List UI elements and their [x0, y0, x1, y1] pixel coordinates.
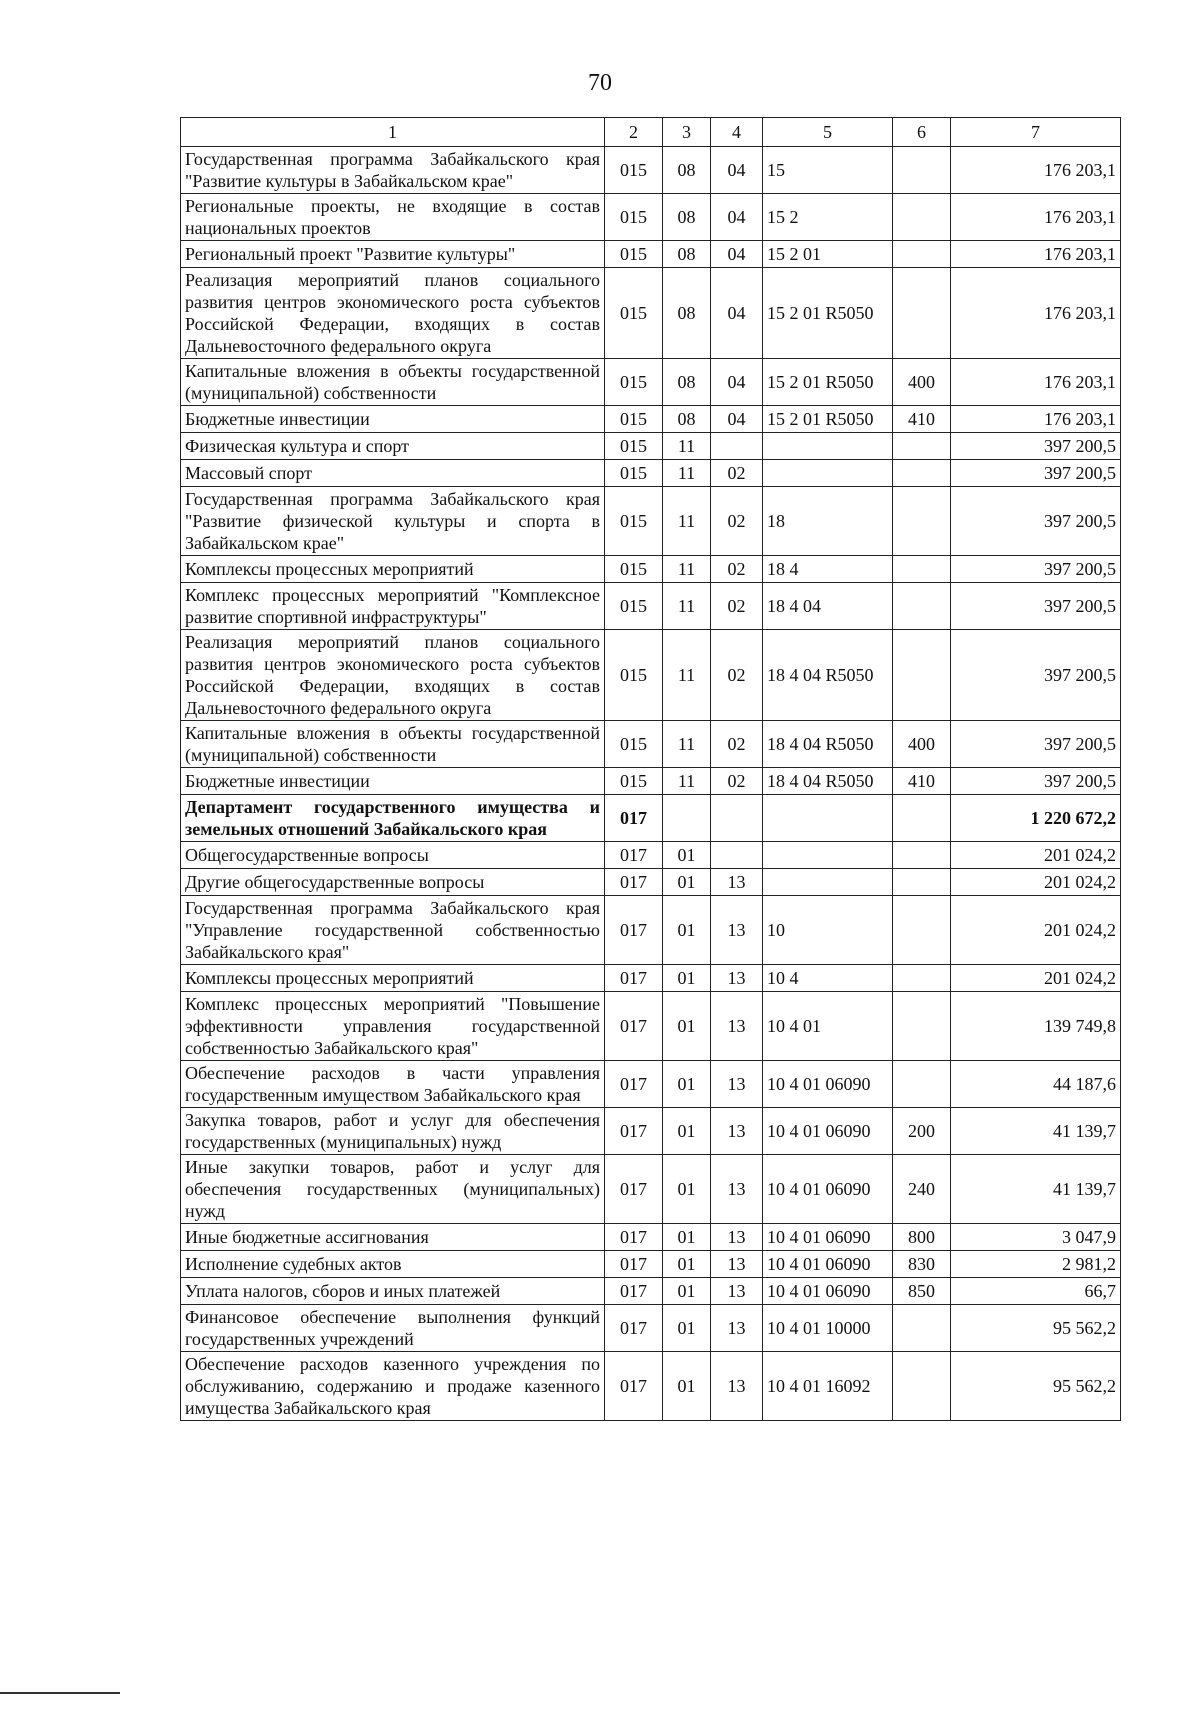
subsection-code-cell: 02 [711, 460, 763, 487]
subsection-code-cell: 04 [711, 359, 763, 406]
section-code-cell: 01 [663, 869, 711, 896]
section-code-cell: 08 [663, 241, 711, 268]
section-code-cell: 08 [663, 268, 711, 359]
subsection-code-cell [711, 842, 763, 869]
amount-cell: 3 047,9 [951, 1224, 1121, 1251]
row-name-cell: Государственная программа Забайкальского края "Развитие физической культуры и спорта в Забайкальском крае" [181, 487, 605, 556]
section-code-cell: 01 [663, 1251, 711, 1278]
amount-cell: 201 024,2 [951, 965, 1121, 992]
expense-type-cell [893, 147, 951, 194]
admin-code-cell: 015 [605, 487, 663, 556]
scan-edge-mark [0, 1692, 120, 1694]
table-row [181, 359, 1121, 406]
target-article-cell: 10 4 01 06090 [763, 1251, 893, 1278]
target-article-cell: 10 4 01 06090 [763, 1108, 893, 1155]
subsection-code-cell: 02 [711, 556, 763, 583]
target-article-cell [763, 842, 893, 869]
admin-code-cell: 017 [605, 869, 663, 896]
section-code-cell: 01 [663, 1278, 711, 1305]
section-code-cell: 01 [663, 1155, 711, 1224]
target-article-cell: 15 2 01 [763, 241, 893, 268]
amount-cell: 176 203,1 [951, 194, 1121, 241]
section-code-cell: 11 [663, 768, 711, 795]
table-row [181, 1251, 1121, 1278]
section-code-cell: 11 [663, 433, 711, 460]
subsection-code-cell: 13 [711, 1108, 763, 1155]
table-row [181, 487, 1121, 556]
admin-code-cell: 015 [605, 194, 663, 241]
section-code-cell: 08 [663, 406, 711, 433]
expense-type-cell [893, 1305, 951, 1352]
table-row [181, 768, 1121, 795]
subsection-code-cell: 13 [711, 896, 763, 965]
table-body [181, 147, 1121, 1421]
section-code-cell: 01 [663, 1108, 711, 1155]
admin-code-cell: 017 [605, 1155, 663, 1224]
section-code-cell: 11 [663, 460, 711, 487]
expense-type-cell [893, 965, 951, 992]
subsection-code-cell: 02 [711, 630, 763, 721]
column-header: 6 [893, 118, 951, 147]
expense-type-cell [893, 1061, 951, 1108]
admin-code-cell: 015 [605, 406, 663, 433]
expense-type-cell: 410 [893, 406, 951, 433]
expense-type-cell [893, 241, 951, 268]
subsection-code-cell [711, 433, 763, 460]
row-name-cell: Иные бюджетные ассигнования [181, 1224, 605, 1251]
expense-type-cell: 400 [893, 721, 951, 768]
admin-code-cell: 017 [605, 795, 663, 842]
section-code-cell: 01 [663, 1061, 711, 1108]
table-row [181, 869, 1121, 896]
subsection-code-cell: 13 [711, 1061, 763, 1108]
expense-type-cell [893, 556, 951, 583]
table-row [181, 583, 1121, 630]
amount-cell: 397 200,5 [951, 433, 1121, 460]
table-row [181, 1108, 1121, 1155]
subsection-code-cell [711, 795, 763, 842]
target-article-cell: 18 [763, 487, 893, 556]
admin-code-cell: 017 [605, 992, 663, 1061]
amount-cell: 95 562,2 [951, 1352, 1121, 1421]
row-name-cell: Региональные проекты, не входящие в состав национальных проектов [181, 194, 605, 241]
admin-code-cell: 017 [605, 896, 663, 965]
expense-type-cell [893, 842, 951, 869]
amount-cell: 176 203,1 [951, 268, 1121, 359]
expense-type-cell [893, 630, 951, 721]
target-article-cell: 18 4 04 R5050 [763, 721, 893, 768]
target-article-cell: 10 4 01 06090 [763, 1278, 893, 1305]
row-name-cell: Обеспечение расходов казенного учреждения по обслуживанию, содержанию и продаже казенного имущества Забайкальского края [181, 1352, 605, 1421]
expense-type-cell [893, 194, 951, 241]
subsection-code-cell: 02 [711, 487, 763, 556]
admin-code-cell: 015 [605, 268, 663, 359]
target-article-cell: 18 4 04 R5050 [763, 768, 893, 795]
expense-type-cell [893, 487, 951, 556]
expense-type-cell [893, 1352, 951, 1421]
admin-code-cell: 017 [605, 965, 663, 992]
expense-type-cell [893, 268, 951, 359]
admin-code-cell: 017 [605, 1352, 663, 1421]
row-name-cell: Региональный проект "Развитие культуры" [181, 241, 605, 268]
table-row [181, 194, 1121, 241]
target-article-cell: 10 4 [763, 965, 893, 992]
expense-type-cell [893, 795, 951, 842]
amount-cell: 176 203,1 [951, 147, 1121, 194]
subsection-code-cell: 13 [711, 1155, 763, 1224]
table-header-row [181, 118, 1121, 147]
table-row [181, 965, 1121, 992]
table-row [181, 241, 1121, 268]
section-code-cell: 01 [663, 896, 711, 965]
target-article-cell [763, 869, 893, 896]
target-article-cell [763, 433, 893, 460]
amount-cell: 41 139,7 [951, 1108, 1121, 1155]
subsection-code-cell: 04 [711, 241, 763, 268]
amount-cell: 44 187,6 [951, 1061, 1121, 1108]
target-article-cell: 18 4 04 R5050 [763, 630, 893, 721]
target-article-cell: 10 4 01 10000 [763, 1305, 893, 1352]
subsection-code-cell: 13 [711, 965, 763, 992]
column-header: 5 [763, 118, 893, 147]
row-name-cell: Государственная программа Забайкальского края "Развитие культуры в Забайкальском крае" [181, 147, 605, 194]
target-article-cell: 15 2 01 R5050 [763, 268, 893, 359]
subsection-code-cell: 04 [711, 147, 763, 194]
table-row [181, 721, 1121, 768]
amount-cell: 397 200,5 [951, 721, 1121, 768]
amount-cell: 2 981,2 [951, 1251, 1121, 1278]
amount-cell: 397 200,5 [951, 583, 1121, 630]
column-header: 7 [951, 118, 1121, 147]
admin-code-cell: 015 [605, 556, 663, 583]
subsection-code-cell: 02 [711, 768, 763, 795]
row-name-cell: Массовый спорт [181, 460, 605, 487]
amount-cell: 139 749,8 [951, 992, 1121, 1061]
amount-cell: 397 200,5 [951, 460, 1121, 487]
section-code-cell: 08 [663, 194, 711, 241]
table-row [181, 556, 1121, 583]
section-code-cell: 08 [663, 147, 711, 194]
table-row [181, 406, 1121, 433]
expense-type-cell [893, 583, 951, 630]
admin-code-cell: 015 [605, 359, 663, 406]
subsection-code-cell: 13 [711, 1251, 763, 1278]
row-name-cell: Комплексы процессных мероприятий [181, 556, 605, 583]
column-header: 4 [711, 118, 763, 147]
section-code-cell: 11 [663, 630, 711, 721]
row-name-cell: Реализация мероприятий планов социального развития центров экономического роста субъектов Российской Федерации, входящих в состав Дальневосточного федерального округа [181, 630, 605, 721]
page-number: 70 [588, 70, 612, 96]
table-row [181, 1305, 1121, 1352]
amount-cell: 41 139,7 [951, 1155, 1121, 1224]
admin-code-cell: 015 [605, 583, 663, 630]
table-row [181, 147, 1121, 194]
admin-code-cell: 015 [605, 768, 663, 795]
section-code-cell: 01 [663, 1224, 711, 1251]
expense-type-cell [893, 433, 951, 460]
target-article-cell: 15 [763, 147, 893, 194]
subsection-code-cell: 02 [711, 721, 763, 768]
row-name-cell: Комплексы процессных мероприятий [181, 965, 605, 992]
row-name-cell: Бюджетные инвестиции [181, 768, 605, 795]
section-code-cell: 01 [663, 842, 711, 869]
expense-type-cell [893, 460, 951, 487]
admin-code-cell: 017 [605, 1278, 663, 1305]
row-name-cell: Финансовое обеспечение выполнения функций государственных учреждений [181, 1305, 605, 1352]
amount-cell: 95 562,2 [951, 1305, 1121, 1352]
target-article-cell: 15 2 [763, 194, 893, 241]
subsection-code-cell: 13 [711, 869, 763, 896]
row-name-cell: Уплата налогов, сборов и иных платежей [181, 1278, 605, 1305]
column-header: 3 [663, 118, 711, 147]
admin-code-cell: 015 [605, 721, 663, 768]
table-row [181, 842, 1121, 869]
table-row [181, 630, 1121, 721]
admin-code-cell: 015 [605, 147, 663, 194]
admin-code-cell: 015 [605, 460, 663, 487]
table-row [181, 795, 1121, 842]
expense-type-cell: 850 [893, 1278, 951, 1305]
target-article-cell: 15 2 01 R5050 [763, 359, 893, 406]
target-article-cell [763, 460, 893, 487]
amount-cell: 176 203,1 [951, 241, 1121, 268]
section-code-cell: 11 [663, 487, 711, 556]
table-row [181, 268, 1121, 359]
expense-type-cell [893, 992, 951, 1061]
section-code-cell: 11 [663, 556, 711, 583]
section-code-cell: 01 [663, 1305, 711, 1352]
row-name-cell: Реализация мероприятий планов социального развития центров экономического роста субъектов Российской Федерации, входящих в состав Дальневосточного федерального округа [181, 268, 605, 359]
target-article-cell [763, 795, 893, 842]
admin-code-cell: 015 [605, 433, 663, 460]
amount-cell: 397 200,5 [951, 556, 1121, 583]
row-name-cell: Обеспечение расходов в части управления государственным имуществом Забайкальского края [181, 1061, 605, 1108]
admin-code-cell: 015 [605, 630, 663, 721]
target-article-cell: 15 2 01 R5050 [763, 406, 893, 433]
table-row [181, 1155, 1121, 1224]
row-name-cell: Иные закупки товаров, работ и услуг для обеспечения государственных (муниципальных) нужд [181, 1155, 605, 1224]
admin-code-cell: 017 [605, 1108, 663, 1155]
table-row [181, 1061, 1121, 1108]
row-name-cell: Физическая культура и спорт [181, 433, 605, 460]
expense-type-cell: 830 [893, 1251, 951, 1278]
table-row [181, 1352, 1121, 1421]
row-name-cell: Другие общегосударственные вопросы [181, 869, 605, 896]
admin-code-cell: 015 [605, 241, 663, 268]
subsection-code-cell: 04 [711, 406, 763, 433]
column-header: 1 [181, 118, 605, 147]
table-row [181, 1278, 1121, 1305]
row-name-cell: Бюджетные инвестиции [181, 406, 605, 433]
row-name-cell: Комплекс процессных мероприятий "Повышение эффективности управления государственной собственностью Забайкальского края" [181, 992, 605, 1061]
table-row [181, 460, 1121, 487]
admin-code-cell: 017 [605, 1224, 663, 1251]
row-name-cell: Капитальные вложения в объекты государственной (муниципальной) собственности [181, 359, 605, 406]
section-code-cell [663, 795, 711, 842]
row-name-cell: Исполнение судебных актов [181, 1251, 605, 1278]
target-article-cell: 10 4 01 16092 [763, 1352, 893, 1421]
target-article-cell: 10 [763, 896, 893, 965]
admin-code-cell: 017 [605, 1061, 663, 1108]
admin-code-cell: 017 [605, 1251, 663, 1278]
amount-cell: 397 200,5 [951, 630, 1121, 721]
section-code-cell: 11 [663, 583, 711, 630]
row-name-cell: Департамент государственного имущества и земельных отношений Забайкальского края [181, 795, 605, 842]
amount-cell: 176 203,1 [951, 406, 1121, 433]
column-header: 2 [605, 118, 663, 147]
subsection-code-cell: 13 [711, 1224, 763, 1251]
amount-cell: 397 200,5 [951, 487, 1121, 556]
row-name-cell: Общегосударственные вопросы [181, 842, 605, 869]
subsection-code-cell: 04 [711, 194, 763, 241]
target-article-cell: 10 4 01 06090 [763, 1155, 893, 1224]
target-article-cell: 18 4 04 [763, 583, 893, 630]
expense-type-cell: 200 [893, 1108, 951, 1155]
table-row [181, 896, 1121, 965]
row-name-cell: Комплекс процессных мероприятий "Комплексное развитие спортивной инфраструктуры" [181, 583, 605, 630]
section-code-cell: 01 [663, 992, 711, 1061]
amount-cell: 1 220 672,2 [951, 795, 1121, 842]
table-row [181, 992, 1121, 1061]
target-article-cell: 10 4 01 [763, 992, 893, 1061]
amount-cell: 201 024,2 [951, 896, 1121, 965]
table-row [181, 1224, 1121, 1251]
subsection-code-cell: 13 [711, 1305, 763, 1352]
expense-type-cell [893, 896, 951, 965]
section-code-cell: 08 [663, 359, 711, 406]
amount-cell: 201 024,2 [951, 869, 1121, 896]
expense-type-cell: 410 [893, 768, 951, 795]
amount-cell: 397 200,5 [951, 768, 1121, 795]
admin-code-cell: 017 [605, 1305, 663, 1352]
section-code-cell: 11 [663, 721, 711, 768]
expense-type-cell: 800 [893, 1224, 951, 1251]
section-code-cell: 01 [663, 1352, 711, 1421]
expense-type-cell: 400 [893, 359, 951, 406]
table-row [181, 433, 1121, 460]
target-article-cell: 10 4 01 06090 [763, 1061, 893, 1108]
admin-code-cell: 017 [605, 842, 663, 869]
target-article-cell: 10 4 01 06090 [763, 1224, 893, 1251]
expense-type-cell [893, 869, 951, 896]
amount-cell: 66,7 [951, 1278, 1121, 1305]
section-code-cell: 01 [663, 965, 711, 992]
subsection-code-cell: 13 [711, 1278, 763, 1305]
row-name-cell: Закупка товаров, работ и услуг для обеспечения государственных (муниципальных) нужд [181, 1108, 605, 1155]
subsection-code-cell: 13 [711, 992, 763, 1061]
subsection-code-cell: 13 [711, 1352, 763, 1421]
budget-table [180, 117, 1121, 1421]
amount-cell: 176 203,1 [951, 359, 1121, 406]
row-name-cell: Государственная программа Забайкальского края "Управление государственной собственностью Забайкальского края" [181, 896, 605, 965]
amount-cell: 201 024,2 [951, 842, 1121, 869]
subsection-code-cell: 02 [711, 583, 763, 630]
row-name-cell: Капитальные вложения в объекты государственной (муниципальной) собственности [181, 721, 605, 768]
target-article-cell: 18 4 [763, 556, 893, 583]
subsection-code-cell: 04 [711, 268, 763, 359]
expense-type-cell: 240 [893, 1155, 951, 1224]
